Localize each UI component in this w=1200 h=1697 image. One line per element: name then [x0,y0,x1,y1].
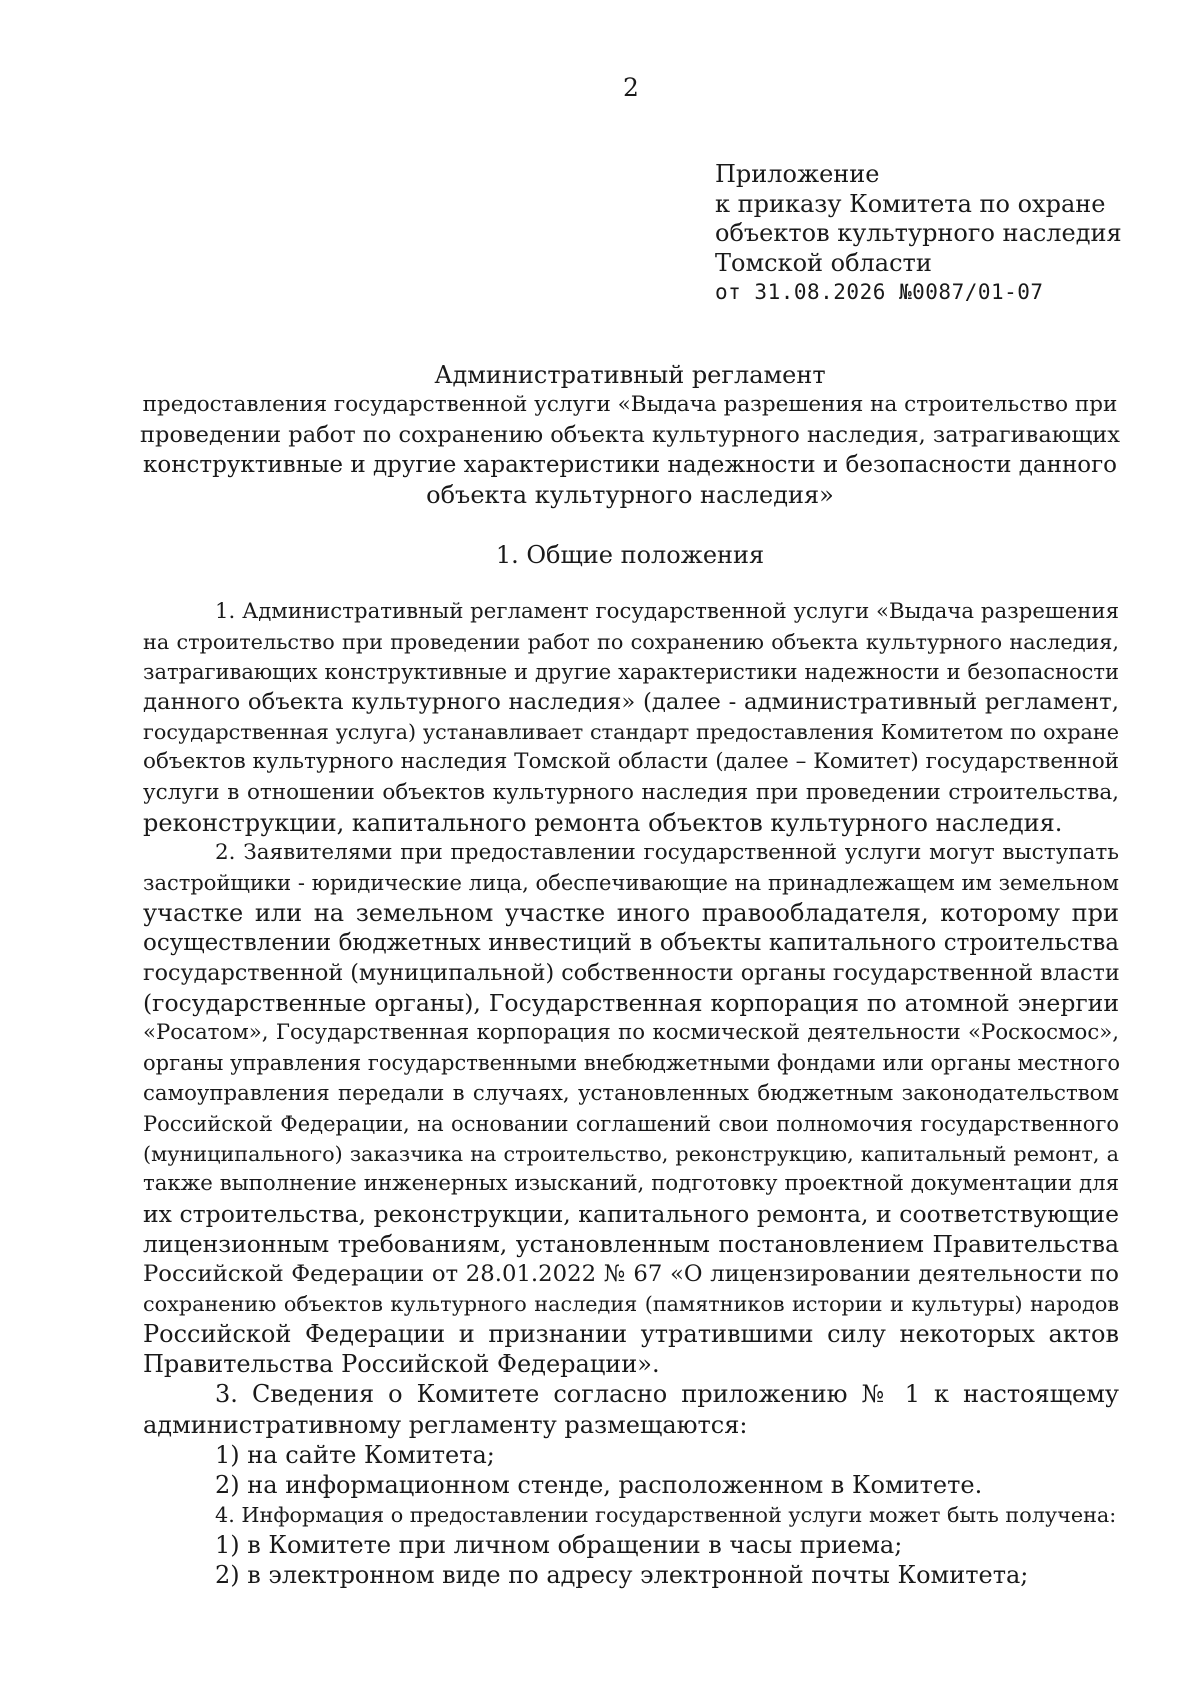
appendix-line: объектов культурного наследия [715,219,1122,247]
body-line: 2) на информационном стенде, расположенном в Комитете. [215,1470,983,1499]
body-line: 4. Информация о предоставлении государственной услуги может быть получена: [215,1502,1117,1527]
body-line: Правительства Российской Федерации». [143,1350,660,1379]
title-line: объекта культурного наследия» [426,481,834,509]
body-line: сохранению объектов культурного наследия (памятников истории и культуры) народов [143,1292,1119,1317]
body-line: их строительства, реконструкции, капитального ремонта, и соответствующие [143,1199,1119,1228]
body-line: 2) в электронном виде по адресу электронной почты Комитета; [215,1561,1029,1589]
body-line: на строительство при проведении работ по сохранению объекта культурного наследия, [143,630,1119,655]
body-line: 1) в Комитете при личном обращении в часы приема; [215,1530,903,1559]
title-line: конструктивные и другие характеристики надежности и безопасности данного [142,452,1118,478]
title-line: проведении работ по сохранению объекта культурного наследия, затрагивающих [140,422,1120,448]
section-heading: 1. Общие положения [495,541,765,569]
title-line: предоставления государственной услуги «Выдача разрешения на строительство при [142,392,1118,417]
appendix-line: Приложение [715,160,880,188]
body-line: затрагивающих конструктивные и другие характеристики надежности и безопасности [143,660,1119,685]
body-line: государственной (муниципальной) собственности органы государственной власти [143,960,1120,987]
body-line: государственная услуга) устанавливает стандарт предоставления Комитетом по охране [143,720,1119,745]
body-line: «Росатом», Государственная корпорация по космической деятельности «Роскосмос», [143,1020,1119,1046]
body-line: 3. Сведения о Комитете согласно приложению № 1 к настоящему [215,1380,1119,1409]
page-number: 2 [623,73,639,102]
body-line: административному регламенту размещаются: [143,1410,748,1439]
body-line: Российской Федерации от 28.01.2022 № 67 «О лицензировании деятельности по [143,1261,1119,1288]
appendix-date-line: от 31.08.2026 №0087/01-07 [715,280,1044,304]
appendix-line: к приказу Комитета по охране [715,189,1106,218]
body-line: самоуправления передали в случаях, установленных бюджетным законодательством [143,1080,1119,1106]
body-text [143,597,1119,1590]
appendix-block [715,160,1122,308]
body-line: осуществлении бюджетных инвестиций в объекты капитального строительства [143,930,1119,957]
body-line: объектов культурного наследия Томской области (далее – Комитет) государственной [143,749,1119,775]
body-line: участке или на земельном участке иного правообладателя, которому при [143,898,1119,927]
body-line: 1. Административный регламент государственной услуги «Выдача разрешения [215,599,1119,624]
body-line: Российской Федерации и признании утратившими силу некоторых актов [143,1320,1119,1349]
body-line: данного объекта культурного наследия» (далее - административный регламент, [143,689,1119,716]
body-line: 2. Заявителями при предоставлении государственной услуги могут выступать [215,839,1119,865]
body-line: также выполнение инженерных изысканий, подготовку проектной документации для [143,1170,1119,1196]
body-line: услуги в отношении объектов культурного наследия при проведении строительства, [143,779,1119,805]
document-title [140,360,1120,510]
appendix-line: Томской области [715,248,932,277]
body-line: Российской Федерации, на основании соглашений свои полномочия государственного [143,1111,1119,1136]
title-line: Административный регламент [434,361,826,389]
body-line: лицензионным требованиям, установленным постановлением Правительства [143,1229,1119,1258]
body-line: застройщики - юридические лица, обеспечивающие на принадлежащем им земельном [143,870,1119,895]
body-line: (государственные органы), Государственная корпорация по атомной энергии [143,989,1119,1018]
body-line: 1) на сайте Комитета; [215,1440,495,1469]
body-line: реконструкции, капитального ремонта объектов культурного наследия. [143,808,1063,837]
body-line: (муниципального) заказчика на строительство, реконструкцию, капитальный ремонт, а [143,1141,1119,1166]
body-line: органы управления государственными внебюджетными фондами или органы местного [143,1051,1120,1076]
